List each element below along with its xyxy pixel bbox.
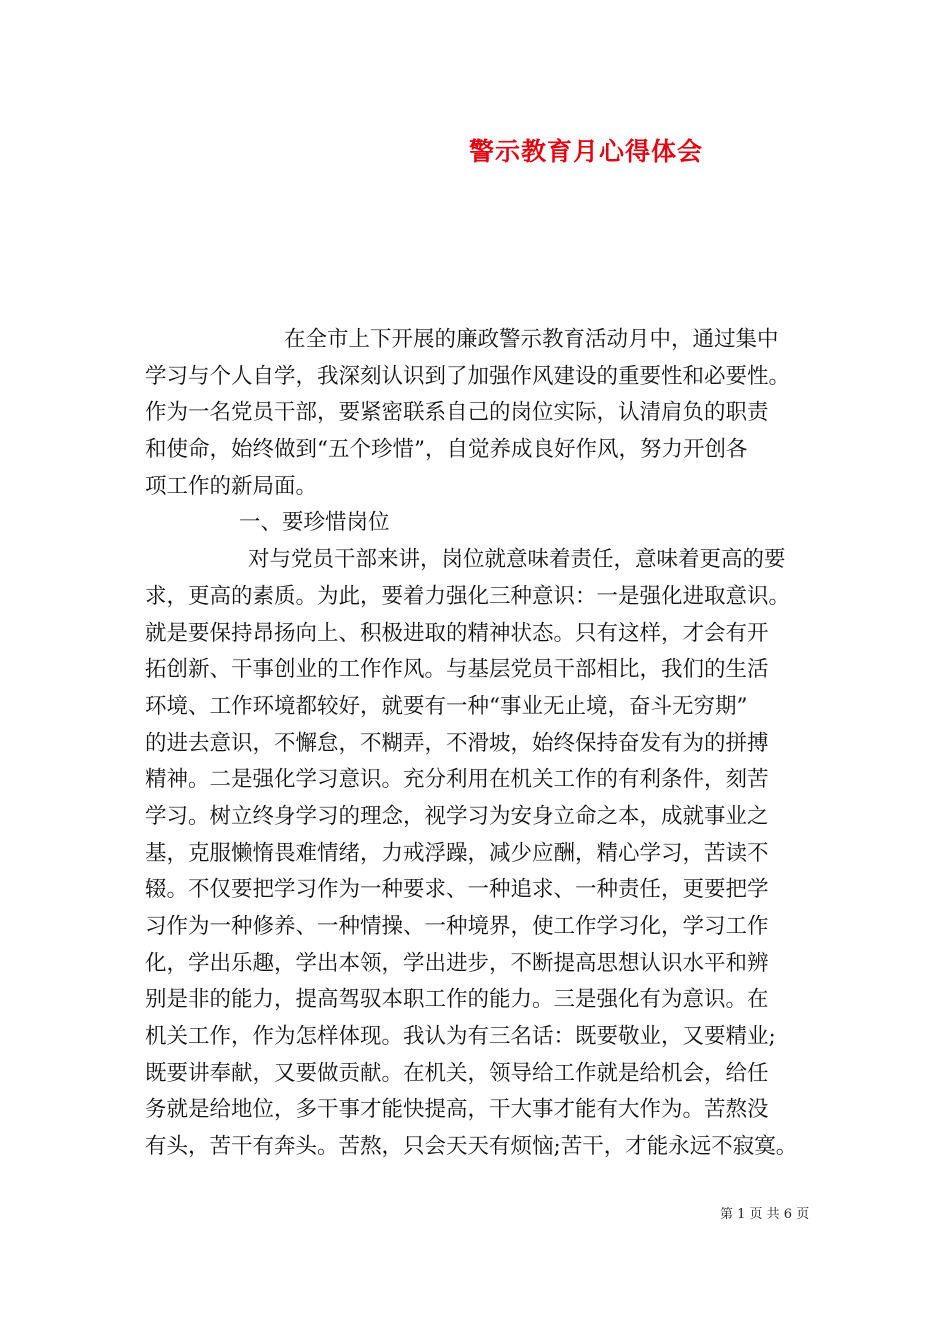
text-line: 既要讲奉献，又要做贡献。在机关，领导给工作就是给机会，给任 [145, 1060, 769, 1086]
text-line: 和使命，始终做到“五个珍惜”，自觉养成良好作风，努力开创各 [145, 437, 748, 463]
text-line: 作为一名党员干部，要紧密联系自己的岗位实际，认清肩负的职责 [145, 400, 769, 426]
document-title: 警示教育月心得体会 [469, 137, 704, 166]
text-line: 习作为一种修养、一种情操、一种境界，使工作学习化，学习工作 [145, 914, 769, 939]
text-line: 务就是给地位，多干事才能快提高，干大事才能有大作为。苦熬没 [145, 1097, 769, 1123]
text-line: 精神。二是强化学习意识。充分利用在机关工作的有利条件，刻苦 [145, 767, 769, 793]
text-line: 就是要保持昂扬向上、积极进取的精神状态。只有这样，才会有开 [145, 620, 769, 646]
body-text [145, 322, 835, 1166]
text-line: 项工作的新局面。 [145, 473, 318, 499]
text-line: 学习与个人自学，我深刻认识到了加强作风建设的重要性和必要性。 [145, 363, 791, 389]
text-line: 有头，苦干有奔头。苦熬，只会天天有烦恼;苦干，才能永远不寂寞。 [145, 1134, 798, 1160]
text-line: 的进去意识，不懈怠，不糊弄，不滑坡，始终保持奋发有为的拼搏 [145, 730, 769, 756]
text-line: 环境、工作环境都较好，就要有一种“事业无止境，奋斗无穷期” [145, 693, 748, 719]
text-line: 辍。不仅要把学习作为一种要求、一种追求、一种责任，更要把学 [145, 877, 769, 903]
text-line: 求，更高的素质。为此，要着力强化三种意识：一是强化进取意识。 [145, 583, 791, 609]
text-line: 对与党员干部来讲，岗位就意味着责任，意味着更高的要 [248, 547, 786, 573]
text-line: 机关工作，作为怎样体现。我认为有三名话：既要敬业，又要精业; [145, 1024, 776, 1050]
section-heading: 一、要珍惜岗位 [239, 510, 390, 536]
page-number: 第 1 页 共 6 页 [720, 1207, 810, 1222]
text-line: 基，克服懒惰畏难情绪，力戒浮躁，减少应酬，精心学习，苦读不 [145, 840, 769, 866]
text-line: 在全市上下开展的廉政警示教育活动月中，通过集中 [284, 327, 779, 352]
text-line: 学习。树立终身学习的理念，视学习为安身立命之本，成就事业之 [145, 803, 769, 829]
text-line: 别是非的能力，提高驾驭本职工作的能力。三是强化有为意识。在 [145, 987, 769, 1013]
text-line: 拓创新、干事创业的工作作风。与基层党员干部相比，我们的生活 [145, 657, 769, 683]
text-line: 化，学出乐趣，学出本领，学出进步，不断提高思想认识水平和辨 [145, 950, 769, 976]
